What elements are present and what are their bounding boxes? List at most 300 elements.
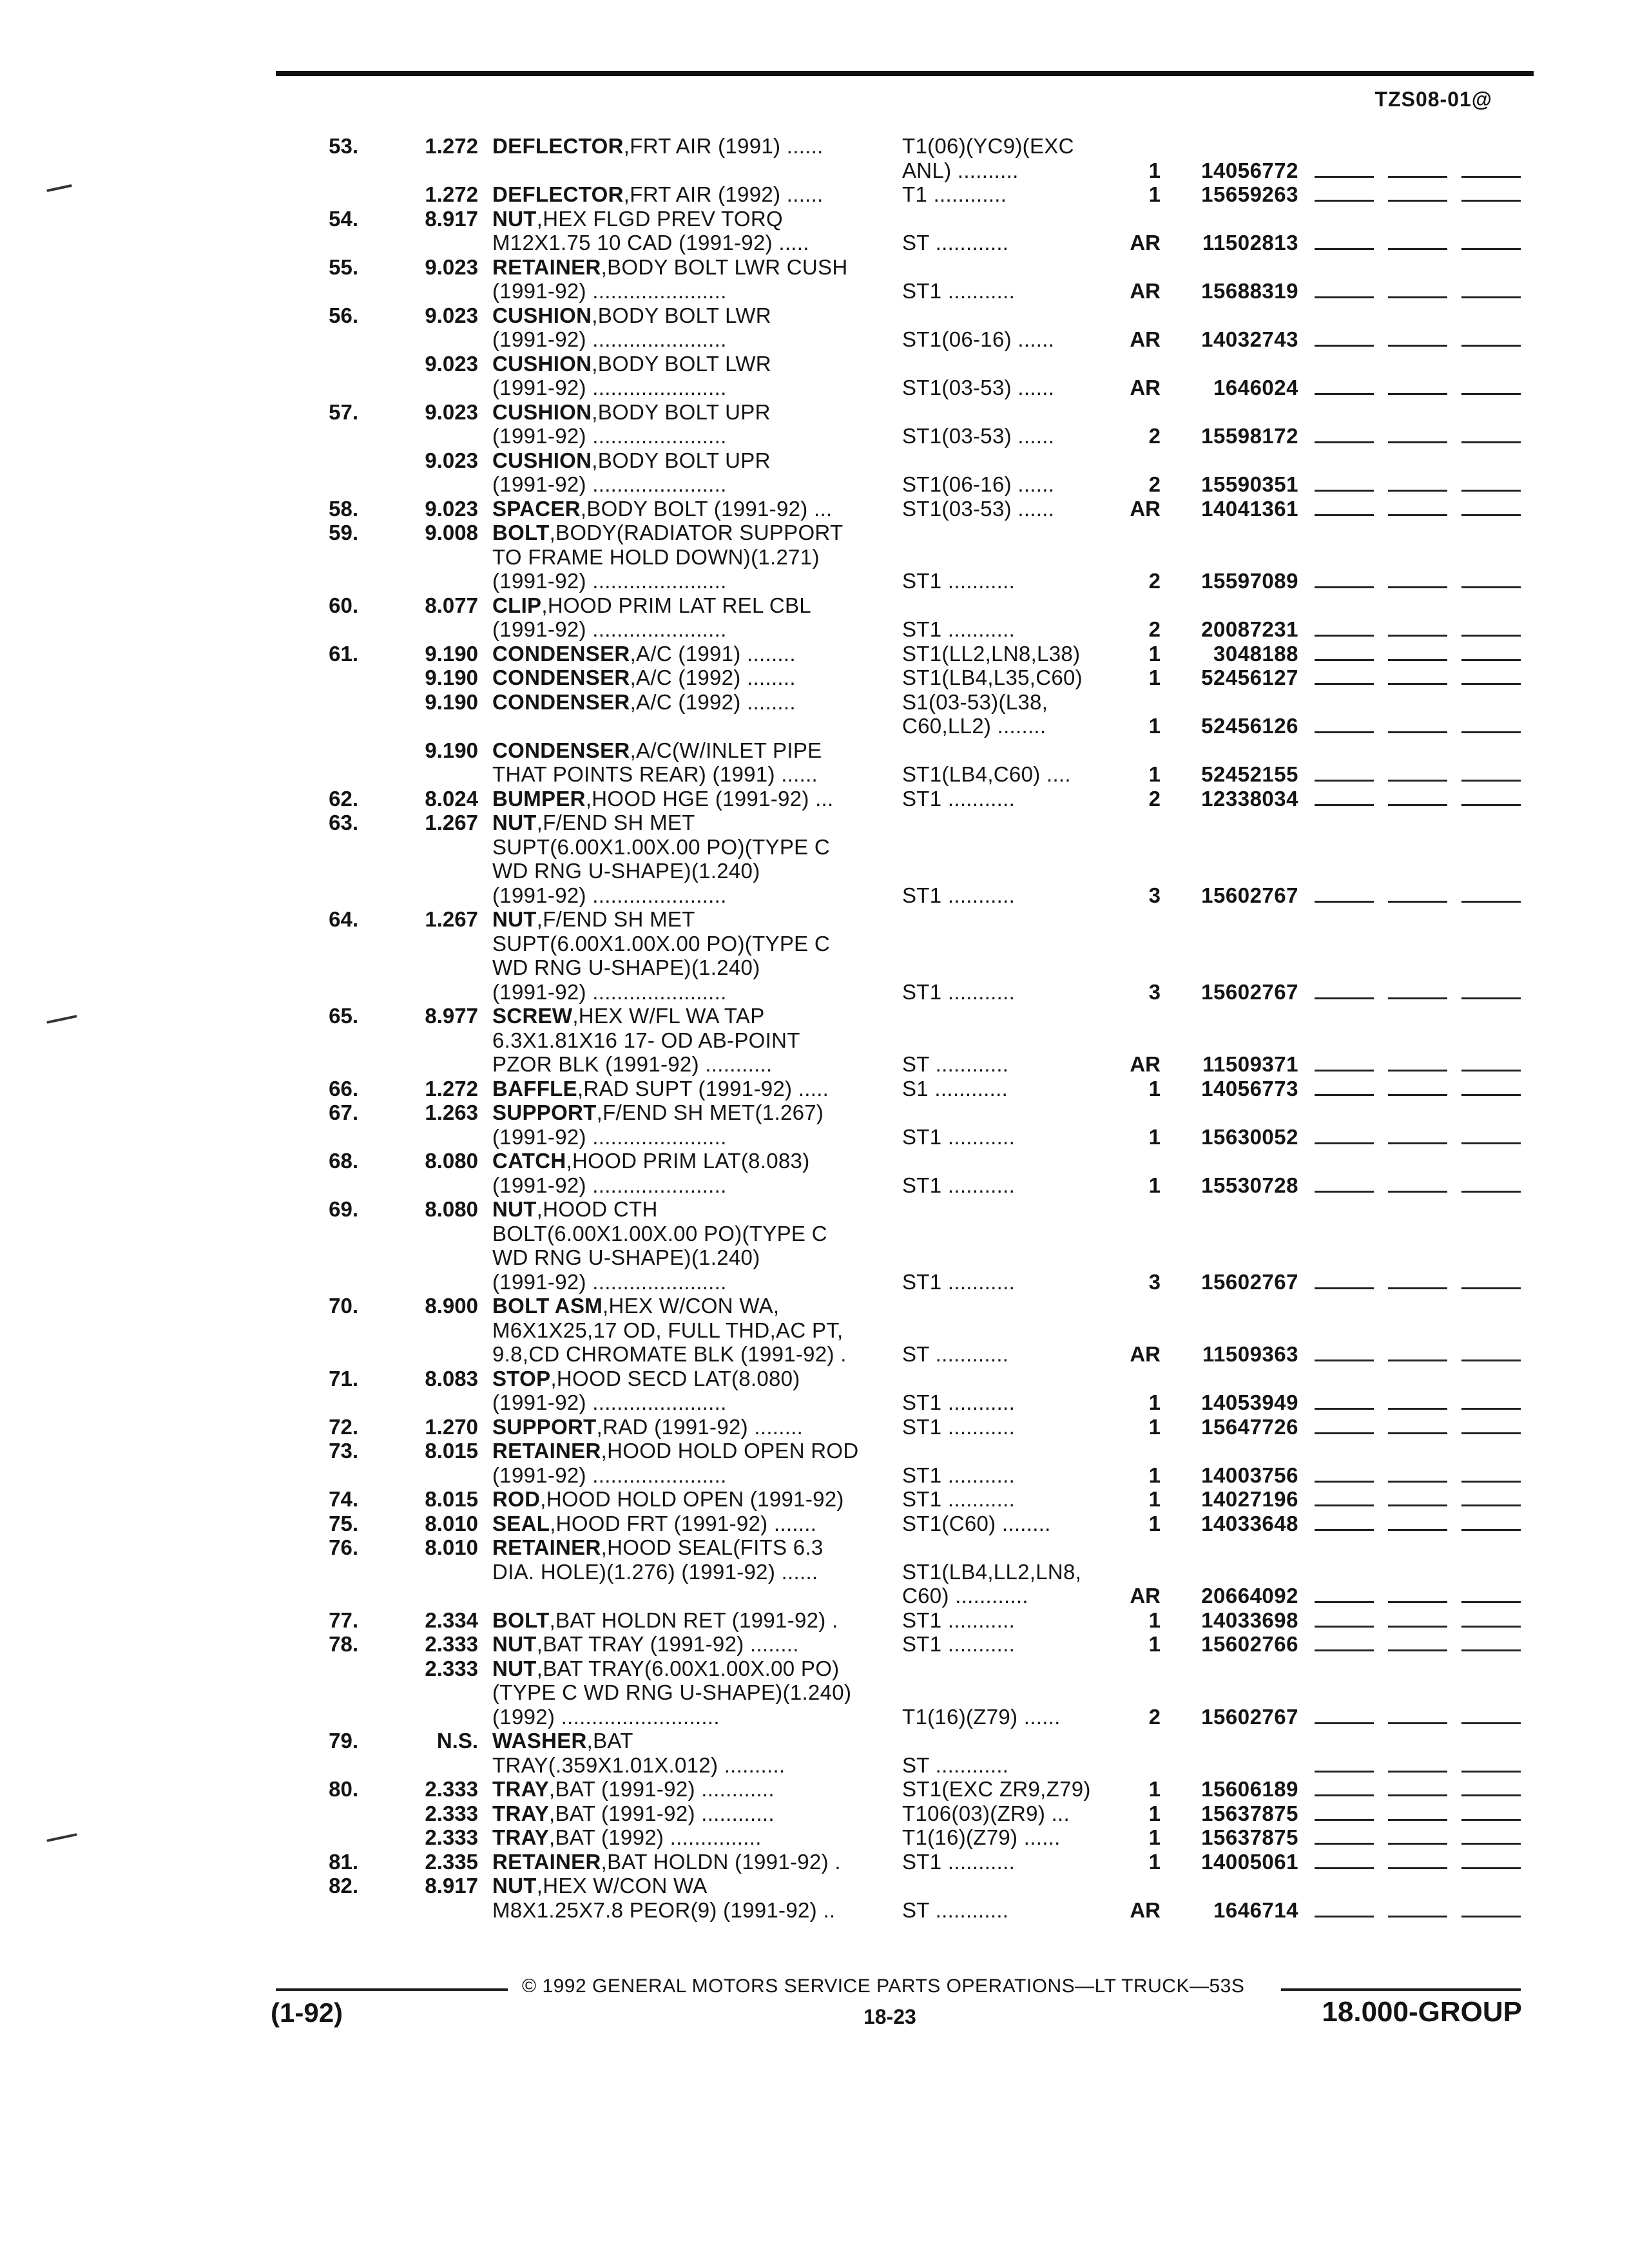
part-number: 20087231: [1201, 617, 1298, 641]
part-number: 15597089: [1201, 569, 1298, 593]
part-name: SUPPORT: [492, 1414, 597, 1439]
table-row: [0, 159, 1629, 183]
blank-line: [1461, 586, 1521, 588]
blank-line: [1315, 1601, 1374, 1603]
usage-code: ST ............: [902, 231, 1009, 255]
item-number: 57.: [329, 399, 358, 424]
table-row: [0, 376, 1629, 400]
part-number: 52452155: [1201, 762, 1298, 786]
part-name: STOP: [492, 1366, 551, 1390]
blank-line: [1461, 1722, 1521, 1724]
blank-line: [1388, 1867, 1447, 1869]
description-text: (1991-92) ......................: [492, 376, 727, 399]
table-row: [0, 1802, 1629, 1826]
description-text: M12X1.75 10 CAD (1991-92) .....: [492, 231, 809, 255]
part-number: 15530728: [1201, 1173, 1298, 1197]
page-number: 18-23: [863, 2005, 916, 2028]
description-text: ,BODY(RADIATOR SUPPORT: [549, 521, 843, 544]
blank-line: [1461, 393, 1521, 395]
blank-line: [1315, 997, 1374, 999]
blank-line: [1461, 780, 1521, 782]
part-number: 15647726: [1201, 1414, 1298, 1439]
usage-code: ST1 ...........: [902, 1608, 1016, 1632]
blank-line: [1388, 490, 1447, 492]
blank-line: [1388, 804, 1447, 806]
part-description: [492, 1125, 727, 1149]
item-number: 71.: [329, 1366, 358, 1390]
blank-line: [1461, 1867, 1521, 1869]
blank-line: [1388, 1432, 1447, 1434]
quantity: 1: [1148, 666, 1161, 689]
quantity: 1: [1148, 1632, 1161, 1656]
blank-line: [1461, 296, 1521, 298]
part-description: [492, 1705, 720, 1729]
group-number: 2.333: [425, 1777, 478, 1801]
table-row: [0, 762, 1629, 787]
quantity: 1: [1148, 1849, 1161, 1874]
group-number: 8.080: [425, 1197, 478, 1221]
description-text: (1991-92) ......................: [492, 617, 727, 641]
item-number: 81.: [329, 1849, 358, 1874]
description-text: ,A/C (1992) ........: [630, 666, 796, 689]
table-row: [0, 835, 1629, 860]
blank-line: [1461, 248, 1521, 250]
group-number: N.S.: [436, 1729, 478, 1753]
part-number: 14041361: [1201, 496, 1298, 521]
part-name: CATCH: [492, 1149, 566, 1173]
part-name: RETAINER: [492, 255, 601, 279]
entry-blanks: [1315, 1481, 1521, 1483]
table-row: [0, 207, 1629, 231]
usage-code: ST1(LB4,C60) ....: [902, 762, 1071, 786]
quantity: AR: [1130, 496, 1161, 521]
part-number: 14005061: [1201, 1849, 1298, 1874]
usage-code: T1(16)(Z79) ......: [902, 1825, 1061, 1849]
part-number: 14033698: [1201, 1608, 1298, 1632]
description-text: SUPT(6.00X1.00X.00 PO)(TYPE C: [492, 834, 831, 859]
item-number: 80.: [329, 1777, 358, 1801]
blank-line: [1315, 1432, 1374, 1434]
entry-blanks: [1315, 1867, 1521, 1869]
part-name: RETAINER: [492, 1535, 601, 1559]
blank-line: [1315, 731, 1374, 733]
table-row: [0, 1294, 1629, 1318]
description-text: M8X1.25X7.8 PEOR(9) (1991-92) ..: [492, 1898, 836, 1922]
description-text: ,FRT AIR (1991) ......: [623, 134, 824, 158]
table-row: [0, 1245, 1629, 1270]
blank-line: [1461, 1408, 1521, 1410]
description-text: THAT POINTS REAR) (1991) ......: [492, 762, 818, 786]
description-text: ,F/END SH MET: [536, 811, 695, 834]
usage-code: ST1(C60) ........: [902, 1511, 1051, 1535]
part-number: 15637875: [1201, 1825, 1298, 1849]
table-row: [0, 956, 1629, 980]
usage-code: ST ............: [902, 1342, 1009, 1366]
part-number: 11502813: [1202, 231, 1298, 255]
blank-line: [1388, 1408, 1447, 1410]
entry-blanks: [1315, 514, 1521, 516]
group-number: 1.270: [425, 1414, 478, 1439]
part-number: 14032743: [1201, 327, 1298, 351]
entry-blanks: [1315, 441, 1521, 443]
part-description: [492, 859, 760, 883]
table-row: [0, 1342, 1629, 1367]
blank-line: [1388, 1771, 1447, 1773]
usage-code: ST1(LB4,L35,C60): [902, 666, 1083, 689]
blank-line: [1388, 393, 1447, 395]
description-text: ,HOOD SECD LAT(8.080): [550, 1366, 800, 1390]
group-number: 9.023: [425, 303, 478, 327]
part-name: CONDENSER: [492, 641, 630, 666]
table-row: [0, 1463, 1629, 1488]
table-row: [0, 1197, 1629, 1222]
group-number: 9.023: [425, 255, 478, 279]
item-number: 64.: [329, 907, 358, 931]
entry-blanks: [1315, 1649, 1521, 1651]
description-text: ,HOOD HOLD OPEN ROD: [601, 1439, 859, 1463]
blank-line: [1461, 514, 1521, 516]
part-description: [492, 448, 771, 473]
blank-line: [1461, 1794, 1521, 1796]
part-description: [492, 545, 820, 570]
part-description: [492, 134, 824, 159]
description-text: ,HOOD FRT (1991-92) .......: [550, 1511, 817, 1535]
table-row: [0, 666, 1629, 690]
part-number: 15602767: [1201, 883, 1298, 907]
entry-blanks: [1315, 200, 1521, 202]
usage-code: ST1 ...........: [902, 1269, 1016, 1294]
entry-blanks: [1315, 901, 1521, 903]
description-text: TRAY(.359X1.01X.012) ..........: [492, 1753, 786, 1777]
entry-blanks: [1315, 345, 1521, 347]
table-row: [0, 1318, 1629, 1343]
table-row: [0, 1149, 1629, 1173]
part-description: [492, 1367, 800, 1391]
blank-line: [1461, 1771, 1521, 1773]
blank-line: [1388, 1070, 1447, 1072]
blank-line: [1461, 200, 1521, 202]
part-number: 20664092: [1201, 1584, 1298, 1608]
part-name: BOLT: [492, 1608, 550, 1632]
item-number: 82.: [329, 1874, 358, 1898]
part-name: CONDENSER: [492, 738, 630, 762]
part-description: [492, 1535, 824, 1560]
description-text: ,RAD (1991-92) ........: [596, 1414, 804, 1439]
part-description: [492, 424, 727, 448]
part-name: CUSHION: [492, 399, 592, 424]
usage-code: T106(03)(ZR9) ...: [902, 1801, 1070, 1825]
table-row: [0, 1222, 1629, 1246]
blank-line: [1388, 248, 1447, 250]
table-row: [0, 303, 1629, 328]
blank-line: [1315, 659, 1374, 661]
table-row: [0, 327, 1629, 352]
description-text: (1991-92) ......................: [492, 1269, 727, 1294]
entry-blanks: [1315, 1408, 1521, 1410]
part-name: BAFFLE: [492, 1076, 577, 1100]
group-number: 1.272: [425, 182, 478, 206]
footer-rule-left: [276, 1988, 508, 1991]
blank-line: [1461, 1649, 1521, 1651]
entry-blanks: [1315, 1794, 1521, 1796]
blank-line: [1315, 1649, 1374, 1651]
group-number: 2.333: [425, 1656, 478, 1680]
group-number: 2.333: [425, 1801, 478, 1825]
item-number: 75.: [329, 1511, 358, 1535]
quantity: 2: [1148, 1704, 1161, 1729]
part-description: [492, 497, 832, 521]
item-number: 68.: [329, 1149, 358, 1173]
part-number: 1646714: [1213, 1898, 1298, 1922]
part-description: [492, 182, 824, 207]
blank-line: [1461, 1070, 1521, 1072]
part-name: RETAINER: [492, 1439, 601, 1463]
quantity: 2: [1148, 786, 1161, 811]
quantity: 1: [1148, 158, 1161, 182]
part-description: [492, 1415, 803, 1439]
description-text: (1991-92) ......................: [492, 472, 727, 496]
usage-code: ST1 ...........: [902, 1463, 1016, 1487]
description-text: ,A/C(W/INLET PIPE: [630, 738, 822, 762]
entry-blanks: [1315, 731, 1521, 733]
footer-copyright: © 1992 GENERAL MOTORS SERVICE PARTS OPERATIONS—LT TRUCK—53S: [522, 1975, 1245, 1997]
part-number: 14003756: [1201, 1463, 1298, 1487]
part-description: [492, 1100, 824, 1125]
part-number: 3048188: [1213, 641, 1298, 666]
usage-code: ANL) ..........: [902, 158, 1019, 182]
quantity: 2: [1148, 472, 1161, 496]
group-number: 8.083: [425, 1366, 478, 1390]
usage-code: ST1(06-16) ......: [902, 327, 1055, 351]
blank-line: [1461, 804, 1521, 806]
group-number: 8.015: [425, 1439, 478, 1463]
blank-line: [1388, 1794, 1447, 1796]
part-number: 1646024: [1213, 376, 1298, 399]
description-text: ,HOOD CTH: [536, 1197, 658, 1221]
blank-line: [1388, 1504, 1447, 1506]
table-row: [0, 1850, 1629, 1874]
description-text: ,HEX W/CON WA: [536, 1874, 708, 1898]
part-description: [492, 1487, 844, 1512]
blank-line: [1388, 1819, 1447, 1821]
quantity: 2: [1148, 617, 1161, 641]
part-description: [492, 1173, 727, 1198]
group-number: 8.010: [425, 1511, 478, 1535]
table-row: [0, 1173, 1629, 1198]
part-name: TRAY: [492, 1801, 550, 1825]
description-text: (1991-92) ......................: [492, 883, 727, 907]
group-number: 8.977: [425, 1004, 478, 1028]
item-number: 77.: [329, 1608, 358, 1632]
blank-line: [1388, 441, 1447, 443]
blank-line: [1388, 345, 1447, 347]
blank-line: [1388, 1601, 1447, 1603]
part-name: ROD: [492, 1487, 541, 1511]
blank-line: [1461, 1142, 1521, 1144]
part-description: [492, 1270, 727, 1294]
part-description: [492, 1197, 658, 1222]
table-row: [0, 1584, 1629, 1608]
part-number: 14053949: [1201, 1390, 1298, 1414]
group-number: 1.272: [425, 1076, 478, 1100]
table-row: [0, 617, 1629, 642]
part-description: [492, 1439, 859, 1463]
description-text: ,RAD SUPT (1991-92) .....: [577, 1076, 829, 1100]
usage-code: ST ............: [902, 1753, 1009, 1777]
blank-line: [1388, 1142, 1447, 1144]
group-number: 1.267: [425, 907, 478, 931]
item-number: 55.: [329, 255, 358, 279]
description-text: ,BODY BOLT LWR: [592, 351, 771, 376]
part-number: 15606189: [1201, 1777, 1298, 1801]
blank-line: [1388, 780, 1447, 782]
part-description: [492, 1560, 818, 1584]
blank-line: [1315, 200, 1374, 202]
quantity: AR: [1130, 1052, 1161, 1076]
blank-line: [1388, 1360, 1447, 1361]
footer-rule-right: [1281, 1988, 1521, 1991]
table-row: [0, 400, 1629, 425]
blank-line: [1461, 1626, 1521, 1628]
blank-line: [1461, 441, 1521, 443]
blank-line: [1461, 1504, 1521, 1506]
blank-line: [1388, 683, 1447, 685]
blank-line: [1388, 514, 1447, 516]
blank-line: [1461, 659, 1521, 661]
usage-code: ST1 ...........: [902, 1414, 1016, 1439]
blank-line: [1461, 1191, 1521, 1193]
table-row: [0, 134, 1629, 159]
item-number: 61.: [329, 641, 358, 666]
table-row: [0, 1680, 1629, 1705]
blank-line: [1315, 248, 1374, 250]
part-description: [492, 279, 727, 303]
part-description: [492, 569, 727, 593]
table-row: [0, 593, 1629, 618]
table-row: [0, 497, 1629, 521]
description-text: ,HEX FLGD PREV TORQ: [536, 206, 783, 231]
item-number: 69.: [329, 1197, 358, 1221]
blank-line: [1388, 296, 1447, 298]
table-row: [0, 231, 1629, 255]
entry-blanks: [1315, 1771, 1521, 1773]
part-description: [492, 811, 695, 835]
part-number: 14056773: [1201, 1076, 1298, 1100]
table-row: [0, 1753, 1629, 1778]
blank-line: [1388, 659, 1447, 661]
table-row: [0, 642, 1629, 666]
usage-code: ST1 ...........: [902, 1487, 1016, 1511]
group-number: 9.190: [425, 738, 478, 762]
description-text: ,HOOD PRIM LAT(8.083): [566, 1149, 810, 1173]
quantity: AR: [1130, 1342, 1161, 1366]
item-number: 66.: [329, 1076, 358, 1100]
group-label: 18.000-GROUP: [1322, 1996, 1522, 2028]
blank-line: [1315, 1819, 1374, 1821]
entry-blanks: [1315, 1626, 1521, 1628]
part-description: [492, 762, 818, 787]
table-row: [0, 787, 1629, 811]
blank-line: [1315, 901, 1374, 903]
table-row: [0, 907, 1629, 932]
blank-line: [1315, 1481, 1374, 1483]
entry-blanks: [1315, 1070, 1521, 1072]
table-row: [0, 424, 1629, 448]
part-number: 15598172: [1201, 424, 1298, 448]
part-description: [492, 1850, 841, 1874]
entry-blanks: [1315, 1142, 1521, 1144]
entry-blanks: [1315, 1819, 1521, 1821]
description-text: ,BAT (1992) ...............: [549, 1825, 762, 1849]
part-number: 12338034: [1201, 786, 1298, 811]
part-description: [492, 1777, 775, 1802]
item-number: 73.: [329, 1439, 358, 1463]
description-text: ,BAT: [586, 1729, 633, 1753]
usage-code: ST1(EXC ZR9,Z79): [902, 1777, 1091, 1801]
blank-line: [1388, 1094, 1447, 1096]
quantity: 1: [1148, 1511, 1161, 1535]
item-number: 56.: [329, 303, 358, 327]
quantity: 3: [1148, 883, 1161, 907]
blank-line: [1315, 780, 1374, 782]
table-row: [0, 1270, 1629, 1294]
blank-line: [1388, 1626, 1447, 1628]
quantity: 1: [1148, 714, 1161, 738]
table-row: [0, 1632, 1629, 1657]
usage-code: ST1 ...........: [902, 569, 1016, 593]
blank-line: [1461, 1094, 1521, 1096]
description-text: WD RNG U-SHAPE)(1.240): [492, 1245, 760, 1269]
part-description: [492, 642, 796, 666]
part-description: [492, 1825, 762, 1850]
part-name: CONDENSER: [492, 666, 630, 689]
part-description: [492, 1608, 838, 1633]
usage-code: ST1 ...........: [902, 617, 1016, 641]
blank-line: [1388, 1529, 1447, 1531]
document-code: TZS08-01@: [1374, 88, 1492, 111]
item-number: 62.: [329, 786, 358, 811]
blank-line: [1388, 635, 1447, 637]
group-number: 1.272: [425, 134, 478, 158]
part-description: [492, 231, 809, 255]
blank-line: [1388, 901, 1447, 903]
quantity: AR: [1130, 1584, 1161, 1608]
part-name: TRAY: [492, 1777, 550, 1801]
group-number: 8.917: [425, 1874, 478, 1898]
table-row: [0, 1874, 1629, 1898]
part-name: DEFLECTOR: [492, 134, 624, 158]
part-number: 14056772: [1201, 158, 1298, 182]
group-number: 2.335: [425, 1849, 478, 1874]
table-row: [0, 1512, 1629, 1536]
blank-line: [1388, 1722, 1447, 1724]
item-number: 76.: [329, 1535, 358, 1559]
part-description: [492, 1004, 765, 1028]
part-number: 15659263: [1201, 182, 1298, 206]
blank-line: [1315, 1843, 1374, 1845]
blank-line: [1461, 490, 1521, 492]
part-description: [492, 1753, 785, 1778]
group-number: 8.077: [425, 593, 478, 617]
usage-code: ST1(03-53) ......: [902, 376, 1055, 399]
description-text: BOLT(6.00X1.00X.00 PO)(TYPE C: [492, 1221, 827, 1245]
description-text: (1991-92) ......................: [492, 1463, 727, 1487]
part-name: BUMPER: [492, 786, 586, 811]
table-row: [0, 1705, 1629, 1729]
blank-line: [1315, 1529, 1374, 1531]
usage-code: T1 ............: [902, 182, 1007, 206]
part-name: CUSHION: [492, 351, 592, 376]
